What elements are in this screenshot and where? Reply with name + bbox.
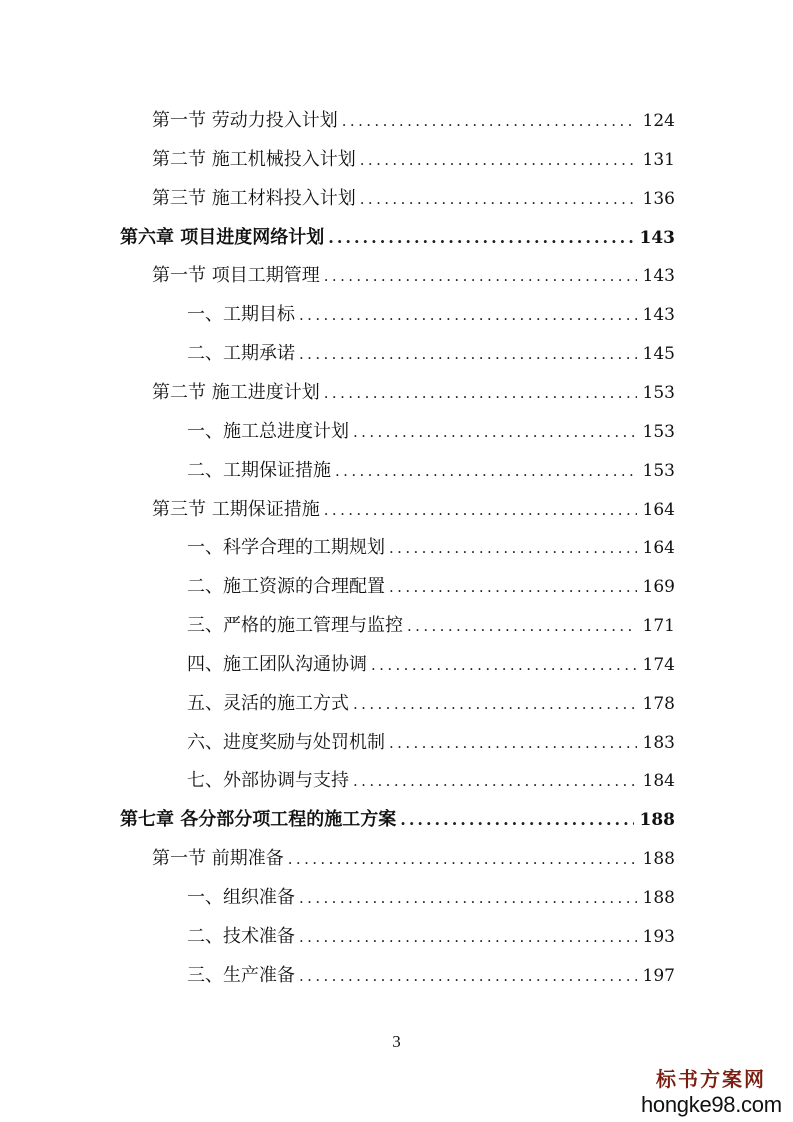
toc-dot-leader: [353, 420, 637, 444]
toc-entry-label: 三、生产准备: [187, 965, 295, 986]
toc-entry-label: 一、科学合理的工期规划: [187, 537, 385, 558]
toc-entry: [187, 536, 675, 560]
toc-entry-page: 124: [642, 111, 675, 131]
toc-entry: [187, 886, 675, 910]
toc-entry: [187, 342, 675, 366]
watermark-title: 标书方案网: [656, 1067, 766, 1091]
toc-entry-label: 一、工期目标: [187, 304, 295, 325]
toc-entry-page: 188: [639, 810, 675, 830]
toc-entry-label: 一、组织准备: [187, 887, 295, 908]
toc-dot-leader: [299, 964, 637, 988]
toc-entry-page: 193: [642, 927, 675, 947]
toc-entry: [187, 420, 675, 444]
toc-entry-label: 第一节 劳动力投入计划: [152, 110, 338, 131]
toc-dot-leader: [353, 692, 637, 716]
toc-dot-leader: [299, 925, 637, 949]
toc-entry-page: 184: [642, 771, 675, 791]
toc-entry-page: 169: [642, 577, 675, 597]
toc-entry-label: 一、施工总进度计划: [187, 421, 349, 442]
toc-entry-page: 143: [639, 228, 675, 248]
toc-entry: [187, 303, 675, 327]
toc-dot-leader: [360, 187, 637, 211]
page-number: 3: [392, 1032, 401, 1051]
toc-dot-leader: [324, 381, 637, 405]
toc-entry: [187, 925, 675, 949]
toc-dot-leader: [299, 303, 637, 327]
toc-entry: [152, 187, 675, 211]
toc-dot-leader: [288, 847, 637, 871]
toc-entry-page: 131: [642, 150, 675, 170]
toc-dot-leader: [335, 459, 637, 483]
toc-entry: [152, 498, 675, 522]
toc-entry-page: 178: [642, 694, 675, 714]
toc-dot-leader: [299, 886, 637, 910]
toc-entry-page: 197: [642, 966, 675, 986]
toc-entry-label: 第二节 施工机械投入计划: [152, 149, 356, 170]
toc-entry-label: 五、灵活的施工方式: [187, 693, 349, 714]
toc-entry-label: 第三节 施工材料投入计划: [152, 188, 356, 209]
toc-dot-leader: [389, 536, 637, 560]
toc-entry: [187, 769, 675, 793]
watermark-logo: [641, 1066, 781, 1118]
toc-chapter-entry: [120, 226, 675, 250]
toc-dot-leader: [328, 226, 633, 250]
toc-dot-leader: [371, 653, 637, 677]
toc-entry-page: 153: [642, 383, 675, 403]
toc-entry: [187, 653, 675, 677]
toc-entry-label: 第一节 项目工期管理: [152, 265, 320, 286]
toc-entry: [152, 847, 675, 871]
toc-dot-leader: [360, 148, 637, 172]
toc-dot-leader: [342, 109, 637, 133]
toc-entry: [187, 459, 675, 483]
toc-entry-label: 二、技术准备: [187, 926, 295, 947]
toc-entry-label: 二、工期保证措施: [187, 460, 331, 481]
toc-dot-leader: [299, 342, 637, 366]
toc-entry: [152, 148, 675, 172]
toc-entry-label: 第七章 各分部分项工程的施工方案: [120, 809, 397, 830]
toc-dot-leader: [407, 614, 637, 638]
toc-entry: [187, 692, 675, 716]
toc-entry-page: 188: [642, 849, 675, 869]
toc-entry-page: 153: [642, 461, 675, 481]
toc-entry-page: 145: [642, 344, 675, 364]
toc-entry: [187, 964, 675, 988]
toc-entry-page: 174: [642, 655, 675, 675]
toc-entry: [152, 109, 675, 133]
toc-entry: [187, 614, 675, 638]
toc-entry-page: 143: [642, 266, 675, 286]
toc-dot-leader: [324, 498, 637, 522]
toc-dot-leader: [324, 264, 637, 288]
toc-entry-label: 六、进度奖励与处罚机制: [187, 732, 385, 753]
toc-dot-leader: [389, 575, 637, 599]
toc-entry: [152, 264, 675, 288]
toc-entry-label: 二、工期承诺: [187, 343, 295, 364]
toc-entry-label: 第三节 工期保证措施: [152, 499, 320, 520]
toc-entry-page: 136: [642, 189, 675, 209]
toc-dot-leader: [389, 731, 637, 755]
toc-entry-page: 164: [642, 538, 675, 558]
toc-entry-page: 153: [642, 422, 675, 442]
toc-entry-page: 171: [642, 616, 675, 636]
toc-entry-label: 第六章 项目进度网络计划: [120, 227, 325, 248]
toc-entry-label: 第一节 前期准备: [152, 848, 284, 869]
toc-entry-page: 143: [642, 305, 675, 325]
toc-entry-label: 第二节 施工进度计划: [152, 382, 320, 403]
toc-entry-page: 183: [642, 733, 675, 753]
toc-entry-page: 164: [642, 500, 675, 520]
toc-dot-leader: [400, 808, 633, 832]
toc-entry-label: 三、严格的施工管理与监控: [187, 615, 403, 636]
toc-entry-label: 七、外部协调与支持: [187, 770, 349, 791]
toc-dot-leader: [353, 769, 637, 793]
toc-entry-label: 二、施工资源的合理配置: [187, 576, 385, 597]
watermark-url: hongke98.com: [641, 1092, 782, 1117]
toc-entry-label: 四、施工团队沟通协调: [187, 654, 367, 675]
toc-chapter-entry: [120, 808, 675, 832]
toc-entry: [187, 575, 675, 599]
toc-entry: [187, 731, 675, 755]
toc-entry-page: 188: [642, 888, 675, 908]
toc-entry: [152, 381, 675, 405]
